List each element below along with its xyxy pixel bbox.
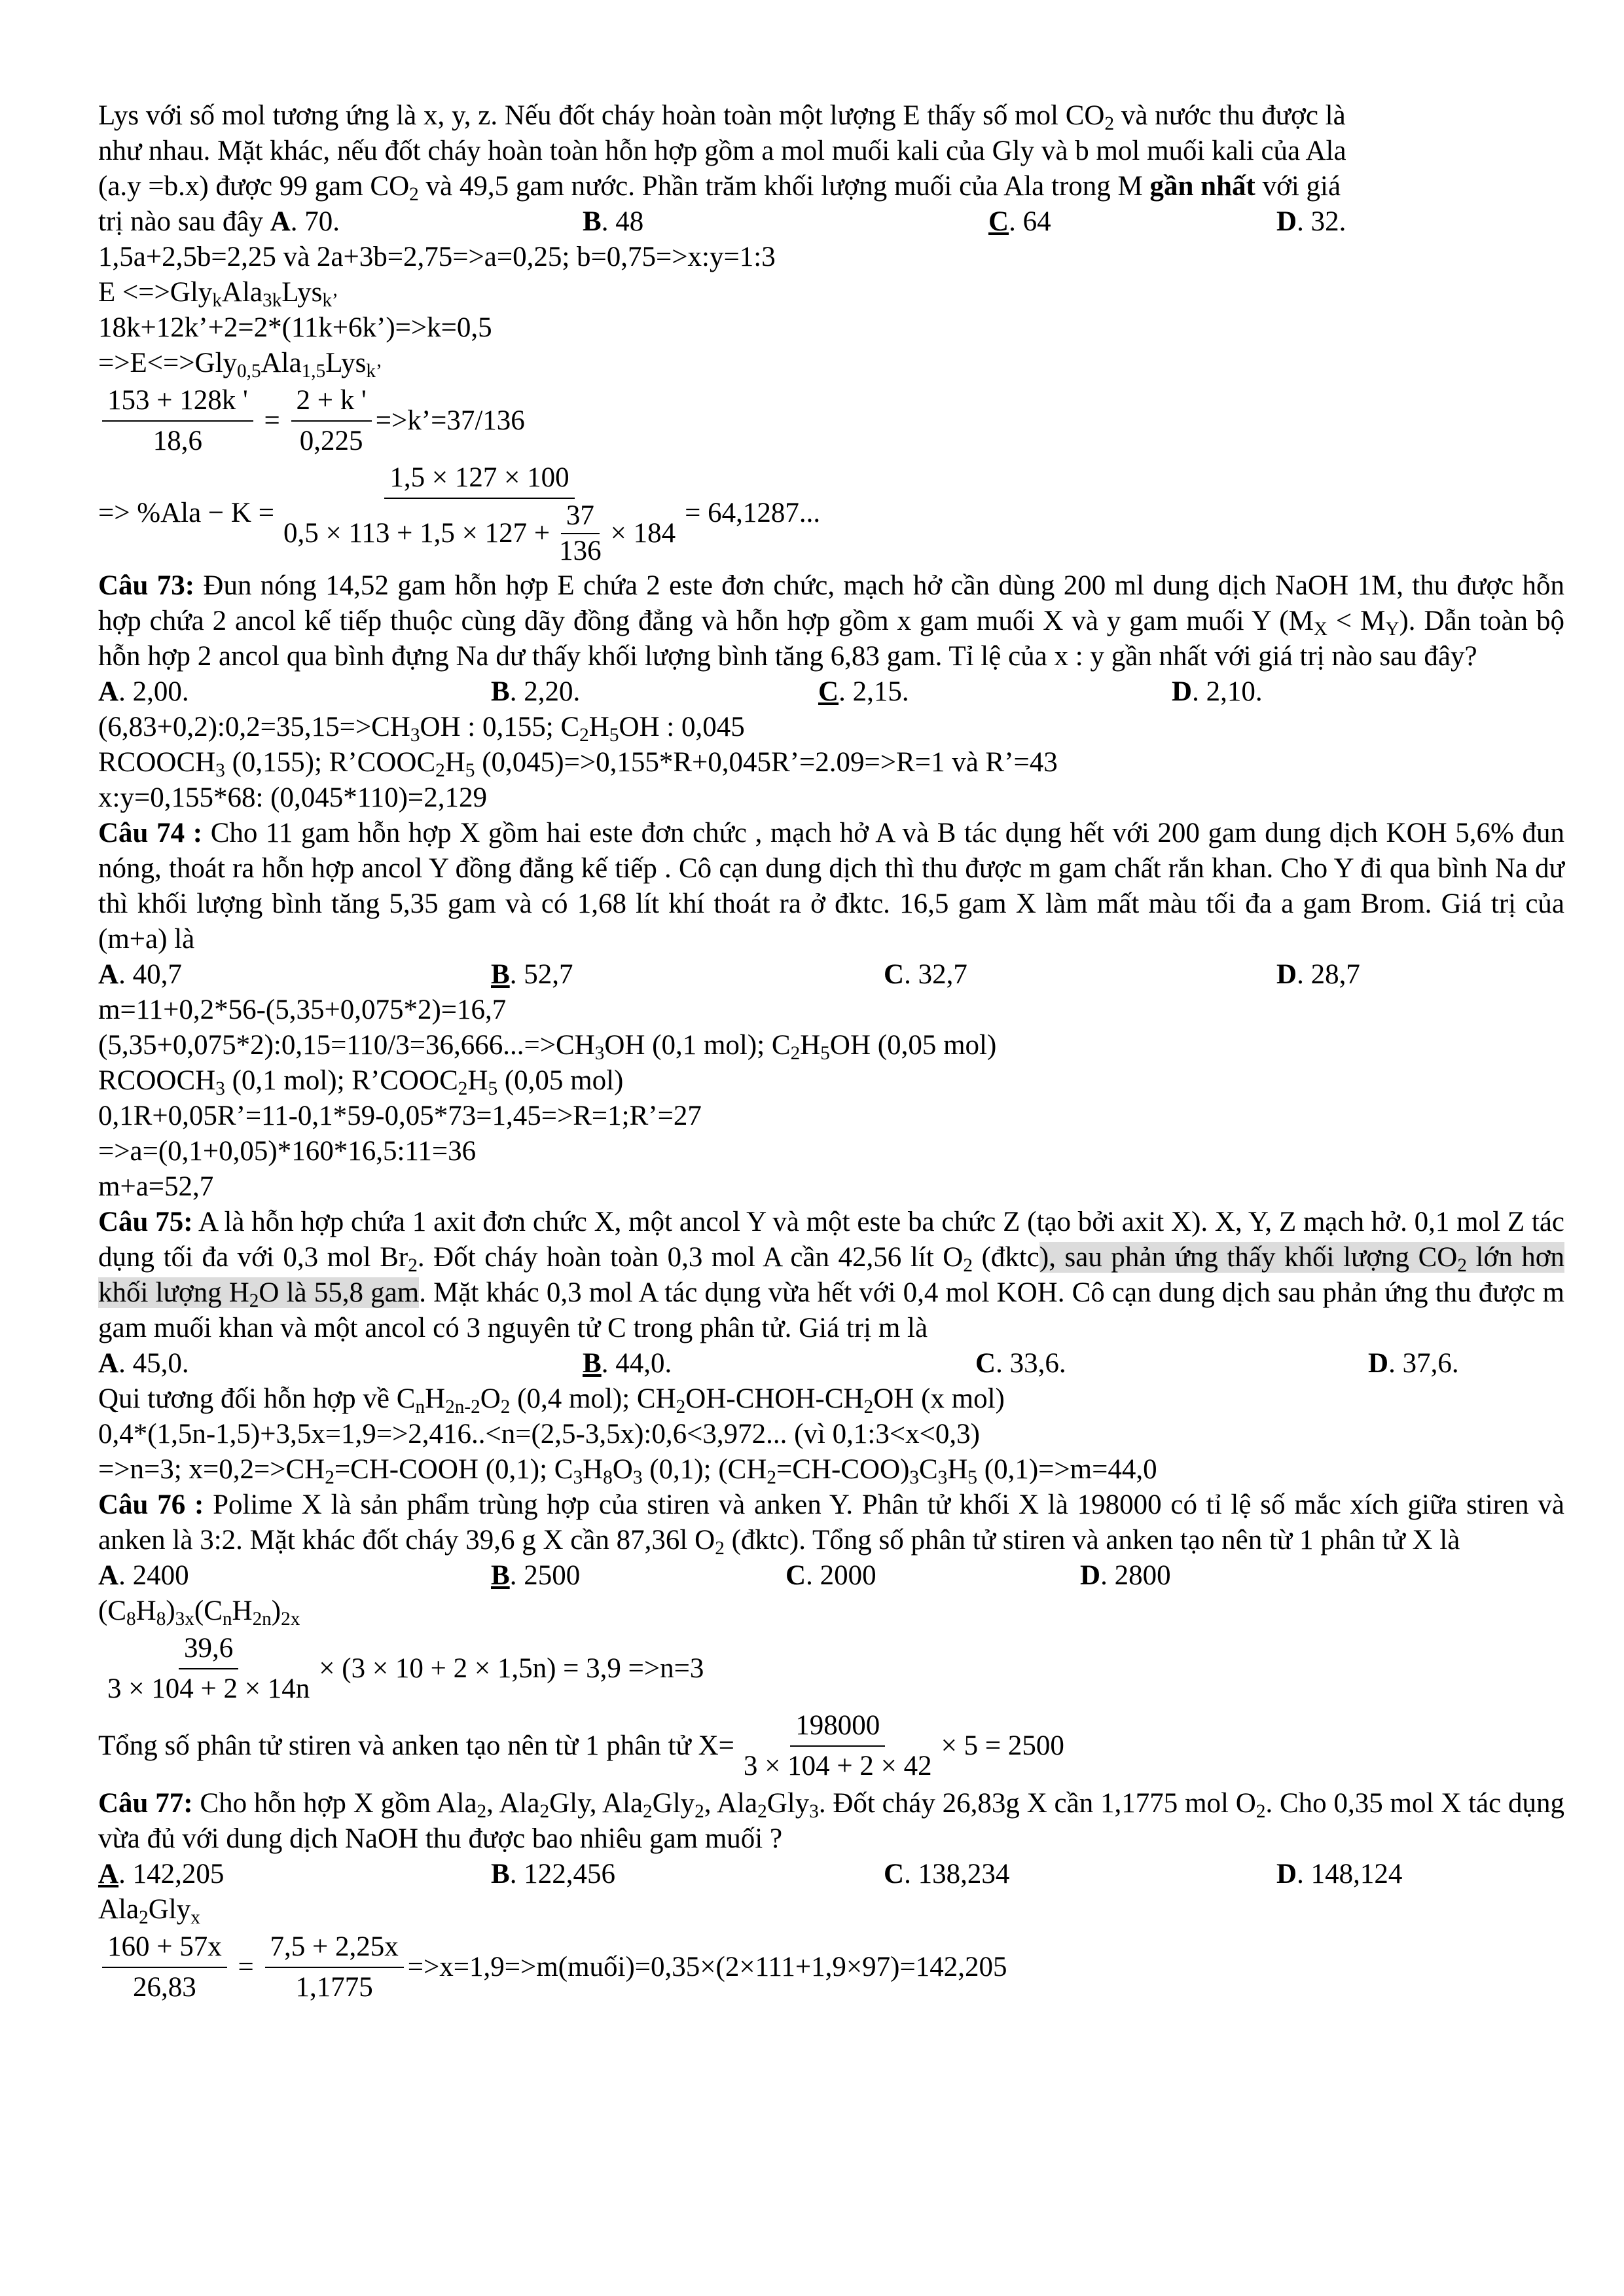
q76-solution-1: $(C_8H_8)_{3x}(C_nH_{2n})_{2x}$	[98, 1595, 300, 1630]
q73-solution-3: x:y=0,155*68: (0,045*110)=2,129	[98, 782, 487, 813]
q76-options: A. 2400 B. 2500 C. 2000 D. 2800	[98, 1560, 1171, 1591]
q75-solution-1: Qui tương đối hỗn hợp về $C_nH_{2n-2}O_2$ (0,4 mol); $CH_2OH-CHOH-CH_2OH$ (x mol)	[98, 1383, 1005, 1418]
q74-solution-2: $(5,35+0,075*2):0,15=110/3=36,666...=>CH_3OH$ (0,1 mol); $C_2H_5OH$ (0,05 mol)	[98, 1030, 997, 1065]
intro-solution-1: 1,5a+2,5b=2,25 và 2a+3b=2,75=>a=0,25; b=0,75=>x:y=1:3	[98, 242, 776, 272]
intro-line-1: Lys với số mol tương ứng là x, y, z. Nếu đốt cháy hoàn toàn một lượng E thấy số mol $CO_2$ và nước thu được là	[98, 100, 1346, 135]
intro-solution-3: 18k+12k’+2=2*(11k+6k’)=>k=0,5	[98, 312, 492, 343]
q74-solution-3: $RCOOCH_3$ (0,1 mol); $R’COOC_2H_5$ (0,05 mol)	[98, 1065, 624, 1100]
q75-options: A. 45,0. B. 44,0. C. 33,6. D. 37,6.	[98, 1348, 1459, 1379]
q75-solution-3: =>n=3; $x=0,2=>CH_2=CH$-COOH (0,1); $C_3H_8O_3$ (0,1); $(CH_2=CH-COO)_3C_3H_5$ (0,1)=>m=44,0	[98, 1454, 1157, 1489]
question-74: Câu 74 : Cho 11 gam hỗn hợp X gồm hai este đơn chức , mạch hở A và B tác dụng hết với 200 gam dung dịch KOH 5,6% đun nóng, thoát ra hỗn hợp ancol Y đồng đẳng kế tiếp . Cô cạn dung dịch thì thu được m gam chất rắn khan. Cho Y đi qua bình Na dư thì khối lượng bình tăng 5,35 gam và có 1,68 lít khí thoát ra ở đktc. 16,5 gam X làm mất màu tối đa a gam Brom. Giá trị của (m+a) là	[98, 818, 1565, 955]
q74-solution-4: 0,1R+0,05R’=11-0,1*59-0,05*73=1,45=>R=1;R’=27	[98, 1101, 702, 1131]
intro-solution-4: =>E<=>Gly$_{0,5}$Ala$_{1,5}$Lys$_{k’}$	[98, 348, 382, 382]
intro-equation-k: $\frac{153 + 128k '}{18,6}$ = $\frac{2 + k '}{0,225}$ =>k’=37/136	[98, 384, 1564, 458]
q73-solution-1: $(6,83+0,2):0,2=35,15=>CH_3OH$ : 0,155; $C_2H_5OH$ : 0,045	[98, 712, 745, 746]
intro-line-2: như nhau. Mặt khác, nếu đốt cháy hoàn toàn hỗn hợp gồm a mol muối kali của Gly và b mol muối kali của Ala	[98, 136, 1346, 166]
q76-equation-total: Tổng số phân tử stiren và anken tạo nên từ 1 phân tử X= $\frac{198000}{3 \times 104 + 2 \times 42}$ × 5 = 2500	[98, 1710, 1064, 1781]
intro-solution-2: E <=>Gly$_k$Ala$_{3k}$Lys$_{k’}$	[98, 277, 338, 312]
q73-options: A. 2,00. B. 2,20. C. 2,15. D. 2,10.	[98, 676, 1263, 707]
q76-equation-n: $\frac{39,6}{3 \times 104 + 2 \times 14n}$ × (3 × 10 + 2 × 1,5n) = 3,9 =>n=3	[107, 1633, 704, 1704]
question-73: Câu 73: Đun nóng 14,52 gam hỗn hợp E chứa 2 este đơn chức, mạch hở cần dùng 200 ml dung dịch NaOH 1M, thu được hỗn hợp chứa 2 ancol kế tiếp thuộc cùng dãy đồng đẳng và hỗn hợp gồm x gam muối X và y gam muối Y $(M_X < M_Y)$. Dẫn toàn bộ hỗn hợp 2 ancol qua bình đựng Na dư thấy khối lượng bình tăng 6,83 gam. Tỉ lệ của x : y gần nhất với giá trị nào sau đây?	[98, 570, 1564, 672]
question-75: Câu 75: A là hỗn hợp chứa 1 axit đơn chức X, một ancol Y và một este ba chức Z (tạo bởi axit X). X, Y, Z mạch hở. 0,1 mol Z tác dụng tối đa với 0,3 mol $Br_2$. Đốt cháy hoàn toàn 0,3 mol A cần 42,56 lít $O_2$ (đktc), sau phản ứng thấy khối lượng $CO_2$ lớn hơn khối lượng $H_2O$ là 55,8 gam. Mặt khác 0,3 mol A tác dụng vừa hết với 0,4 mol KOH. Cô cạn dung dịch sau phản ứng thu được m gam muối khan và một ancol có 3 nguyên tử C trong phân tử. Giá trị m là	[98, 1207, 1565, 1343]
q75-solution-2: 0,4*(1,5n-1,5)+3,5x=1,9=>2,416..<n=(2,5-3,5x):0,6<3,972... (vì 0,1:3<x<0,3)	[98, 1419, 980, 1449]
q74-options: A. 40,7 B. 52,7 C. 32,7 D. 28,7	[98, 959, 1360, 990]
question-77: Câu 77: Cho hỗn hợp X gồm Ala$_2$, Ala$_2$Gly, Ala$_2$Gly$_2$, Ala$_2$Gly$_3$. Đốt cháy 26,83g X cần 1,1775 mol $O_2$. Cho 0,35 mol X tác dụng vừa đủ với dung dịch NaOH thu được bao nhiêu gam muối ?	[98, 1788, 1565, 1854]
intro-line-3: (a.y =b.x) được 99 gam $CO_2$ và 49,5 gam nước. Phần trăm khối lượng muối của Ala trong M gần nhất với giá	[98, 171, 1341, 206]
intro-options: trị nào sau đây A. 70. B. 48 C. 64 D. 32.	[98, 206, 1346, 237]
q74-solution-6: m+a=52,7	[98, 1171, 214, 1202]
q74-solution-5: =>a=(0,1+0,05)*160*16,5:11=36	[98, 1136, 477, 1167]
document-page	[98, 98, 1564, 2007]
q77-options: A. 142,205 B. 122,456 C. 138,234 D. 148,124	[98, 1859, 1403, 1889]
question-76: Câu 76 : Polime X là sản phẩm trùng hợp của stiren và anken Y. Phân tử khối X là 198000 có tỉ lệ số mắc xích giữa stiren và anken là 3:2. Mặt khác đốt cháy 39,6 g X cần 87,36l $O_2$ (đktc). Tổng số phân tử stiren và anken tạo nên từ 1 phân tử X là	[98, 1489, 1564, 1559]
intro-equation-percent: => %Ala − K = 1,5 × 127 × 100 0,5 × 113 + 1,5 × 127 + $\frac{37}{136}$ × 184 = 64,1287...	[98, 462, 821, 566]
q77-solution-1: Ala$_2$Gly$_x$	[98, 1894, 200, 1929]
q77-equation: $\frac{160 + 57x}{26,83}$ = $\frac{7,5 + 2,25x}{1,1775}$ =>x=1,9=>m(muối)=0,35×(2×111+1,9×97)=142,205	[98, 1930, 1564, 2005]
q74-solution-1: m=11+0,2*56-(5,35+0,075*2)=16,7	[98, 994, 507, 1025]
highlighted-text: ), sau phản ứng thấy khối lượng $CO_2$ lớn hơn khối lượng $H_2O$ là 55,8 gam	[98, 1242, 1565, 1312]
q73-solution-2: $RCOOCH_3$ (0,155); $R’COOC_2H_5$ (0,045)=>0,155*R+0,045R’=2.09=>R=1 và R’=43	[98, 747, 1058, 782]
